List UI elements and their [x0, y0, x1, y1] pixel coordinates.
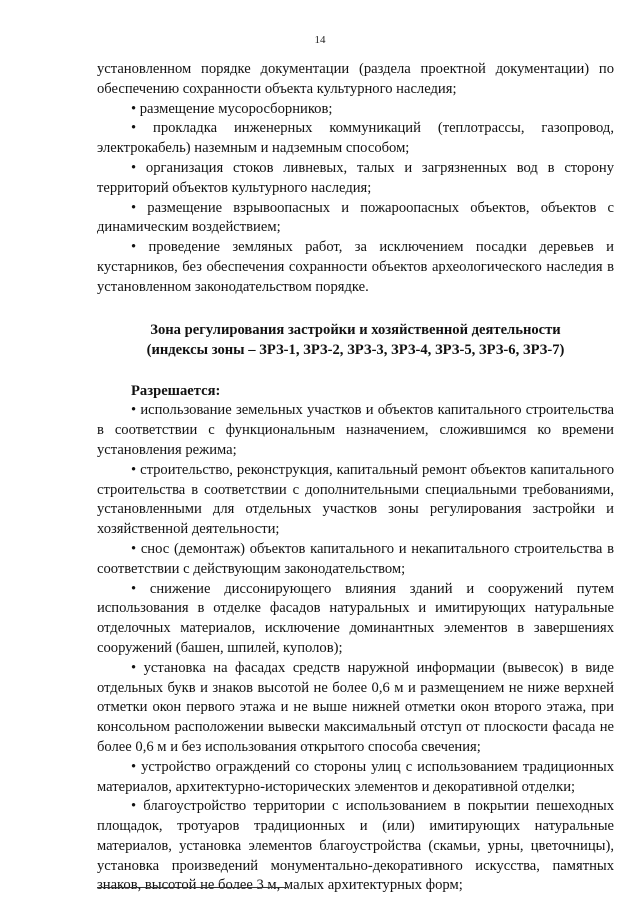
allowed-item-dissonance-reduction: • снижение диссонирующего влияния зданий и сооружений путем использования в отделке фасадов натуральных и имитирующих натуральные отделочных материалов, исключение доминантных элементов в завершениях сооружений (башен, шпилей, куполов);	[97, 580, 614, 656]
allowed-item-landscaping: • благоустройство территории с использованием в покрытии пешеходных площадок, тротуаров традиционных и (или) имитирующих натуральные материалов, установка элементов благоустройства (скамьи, урны, цветочницы), установка произведений монументально-декоративного искусства, памятных знаков, высотой не более 3 м, малых архитектурных форм;	[97, 798, 614, 894]
section-heading-line-1: Зона регулирования застройки и хозяйственной деятельности	[150, 321, 561, 338]
page-body	[97, 60, 614, 896]
intro-paragraph: установленном порядке документации (раздела проектной документации) по обеспечению сохранности объекта культурного наследия;	[97, 61, 614, 97]
prohibited-item-storm-drains: • организация стоков ливневых, талых и загрязненных вод в сторону территорий объектов культурного наследия;	[97, 159, 614, 196]
allowed-item-fences: • устройство ограждений со стороны улиц с использованием традиционных материалов, архитектурно-исторических элементов и декоративной отделки;	[97, 758, 614, 795]
section-heading-line-2: (индексы зоны – ЗРЗ-1, ЗРЗ-2, ЗРЗ-3, ЗРЗ-4, ЗРЗ-5, ЗРЗ-6, ЗРЗ-7)	[146, 341, 565, 358]
page-number: 14	[314, 34, 326, 46]
prohibited-item-waste-collectors: • размещение мусоросборников;	[131, 100, 333, 117]
allowed-item-signage: • установка на фасадах средств наружной информации (вывесок) в виде отдельных букв и знаков высотой не более 0,6 м и размещением не ниже верхней отметки окон первого этажа и не выше нижней отметки окон второго этажа, при консольном расположении вывески максимальный отступ от плоскости фасада не более 0,6 м и без использования открытого способа свечения;	[97, 659, 614, 755]
footer-rule	[97, 887, 287, 888]
section-heading	[97, 320, 614, 360]
allowed-item-demolition: • снос (демонтаж) объектов капитального и некапитального строительства в соответствии с действующим законодательством;	[97, 540, 614, 577]
allowed-item-construction: • строительство, реконструкция, капитальный ремонт объектов капитального строительства в соответствии с дополнительными специальными требованиями, установленными для отдельных участков зоны регулирования застройки и хозяйственной деятельности;	[97, 461, 614, 538]
prohibited-item-earthworks: • проведение земляных работ, за исключением посадки деревьев и кустарников, без обеспечения сохранности объектов археологического наследия в установленном законодательством порядке.	[97, 239, 614, 295]
prohibited-item-hazardous-objects: • размещение взрывоопасных и пожароопасных объектов, объектов с динамическим воздействием;	[97, 199, 614, 236]
prohibited-item-utility-lines: • прокладка инженерных коммуникаций (теплотрассы, газопровод, электрокабель) наземным и надземным способом;	[97, 120, 614, 157]
allowed-item-land-use: • использование земельных участков и объектов капитального строительства в соответствии с функциональным назначением, сложившимся ко времени установления режима;	[97, 402, 614, 458]
allowed-label: Разрешается:	[131, 382, 221, 399]
